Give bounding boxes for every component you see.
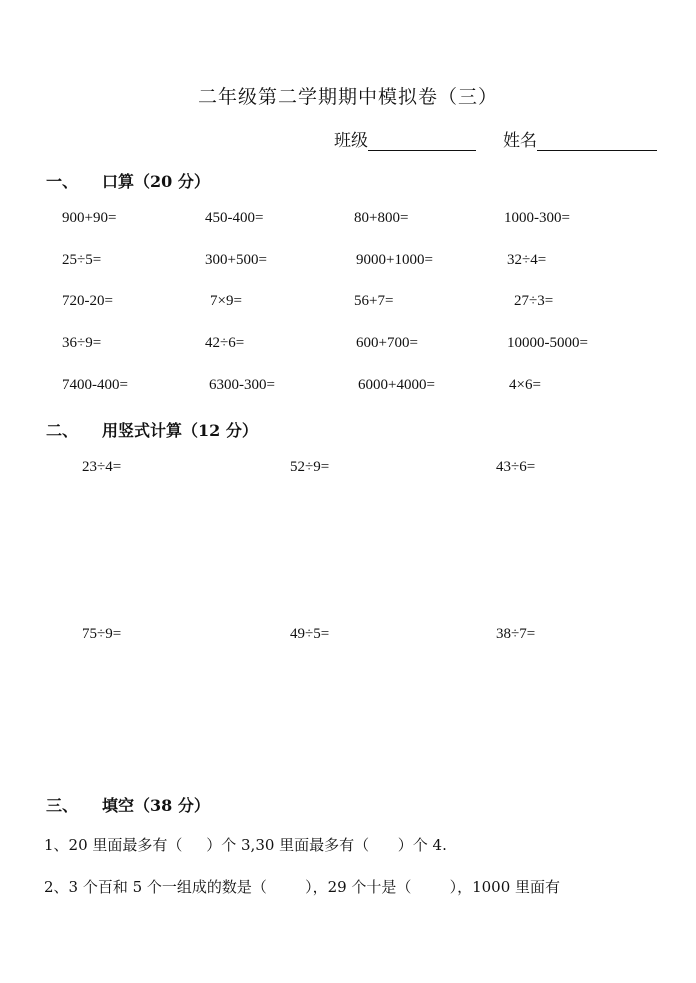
name-label: 姓名 — [503, 131, 537, 151]
vertical-item: 23÷4= — [82, 459, 122, 475]
oral-item: 450-400= — [205, 210, 264, 226]
oral-item: 32÷4= — [507, 252, 547, 268]
name-field[interactable] — [503, 126, 657, 151]
section-3-number: 三、 — [46, 796, 79, 815]
fill-in-question: 2、3 个百和 5 个一组成的数是（ ），29 个十是（ ），1000 里面有 — [44, 878, 561, 896]
oral-item: 25÷5= — [62, 252, 102, 268]
oral-item: 7×9= — [210, 293, 242, 309]
oral-item: 42÷6= — [205, 335, 245, 351]
vertical-item: 38÷7= — [496, 626, 536, 642]
oral-item: 1000-300= — [504, 210, 570, 226]
oral-item: 80+800= — [354, 210, 409, 226]
vertical-item: 49÷5= — [290, 626, 330, 642]
class-field[interactable] — [334, 126, 476, 151]
oral-item: 10000-5000= — [507, 335, 588, 351]
oral-item: 7400-400= — [62, 377, 128, 393]
oral-item: 600+700= — [356, 335, 418, 351]
section-1-title: 口算（20 分） — [102, 172, 210, 191]
vertical-item: 43÷6= — [496, 459, 536, 475]
oral-item: 4×6= — [509, 377, 541, 393]
section-1-number: 一、 — [46, 172, 79, 191]
oral-item: 9000+1000= — [356, 252, 433, 268]
section-3-title: 填空（38 分） — [102, 796, 210, 815]
vertical-item: 52÷9= — [290, 459, 330, 475]
fill-in-question: 1、20 里面最多有（ ）个 3,30 里面最多有（ ）个 4. — [44, 836, 447, 854]
oral-item: 300+500= — [205, 252, 267, 268]
oral-item: 56+7= — [354, 293, 394, 309]
class-blank[interactable] — [368, 132, 476, 151]
vertical-item: 75÷9= — [82, 626, 122, 642]
section-2-number: 二、 — [46, 421, 79, 440]
oral-item: 6300-300= — [209, 377, 275, 393]
page-title: 二年级第二学期期中模拟卷（三） — [197, 86, 498, 108]
oral-item: 27÷3= — [514, 293, 554, 309]
oral-item: 36÷9= — [62, 335, 102, 351]
class-label: 班级 — [334, 131, 368, 151]
oral-item: 6000+4000= — [358, 377, 435, 393]
section-2-title: 用竖式计算（12 分） — [102, 421, 258, 440]
name-blank[interactable] — [537, 132, 657, 151]
oral-item: 900+90= — [62, 210, 117, 226]
oral-item: 720-20= — [62, 293, 113, 309]
